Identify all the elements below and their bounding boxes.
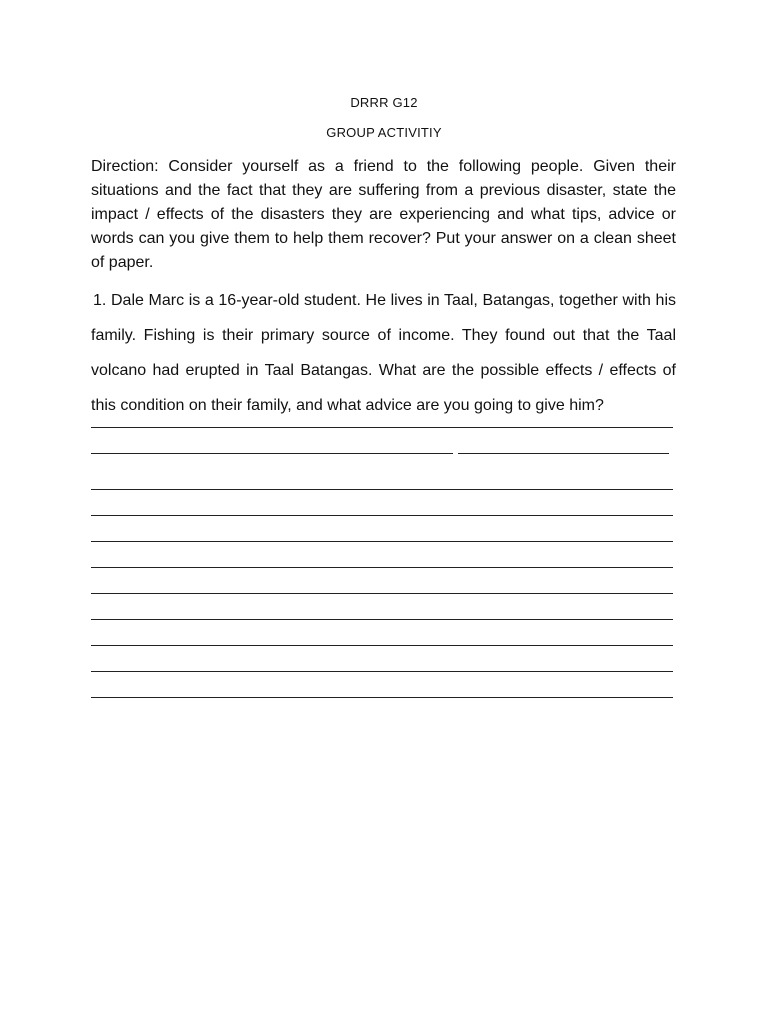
direction-paragraph <box>91 155 676 275</box>
answer-line[interactable] <box>91 593 673 594</box>
direction-text: Consider yourself as a friend to the following people. Given their situations and the fact that they are suffering from a previous disaster, state the impact / effects of the disasters they are experiencing and what tips, advice or words can you give them to help them recover? Put your answer on a clean sheet of paper. <box>91 158 676 271</box>
direction-label: Direction: <box>91 158 159 175</box>
question-number: 1. <box>93 292 107 309</box>
answer-line[interactable] <box>91 427 673 428</box>
answer-line[interactable] <box>91 567 673 568</box>
answer-line[interactable] <box>91 515 673 516</box>
answer-line[interactable] <box>91 453 453 454</box>
answer-line[interactable] <box>91 645 673 646</box>
course-title: DRRR G12 <box>350 95 418 110</box>
answer-line[interactable] <box>91 541 673 542</box>
question-1 <box>91 283 676 423</box>
answer-line[interactable] <box>458 453 669 454</box>
answer-line[interactable] <box>91 697 673 698</box>
activity-title: GROUP ACTIVITIY <box>326 125 442 140</box>
question-text: Dale Marc is a 16-year-old student. He lives in Taal, Batangas, together with his family. Fishing is their primary source of income. They found out that the Taal volcano had erupted in Taal Batangas. What are the possible effects / effects of this condition on their family, and what advice are you going to give him? <box>91 292 677 414</box>
answer-line[interactable] <box>91 489 673 490</box>
answer-line[interactable] <box>91 671 673 672</box>
answer-line[interactable] <box>91 619 673 620</box>
